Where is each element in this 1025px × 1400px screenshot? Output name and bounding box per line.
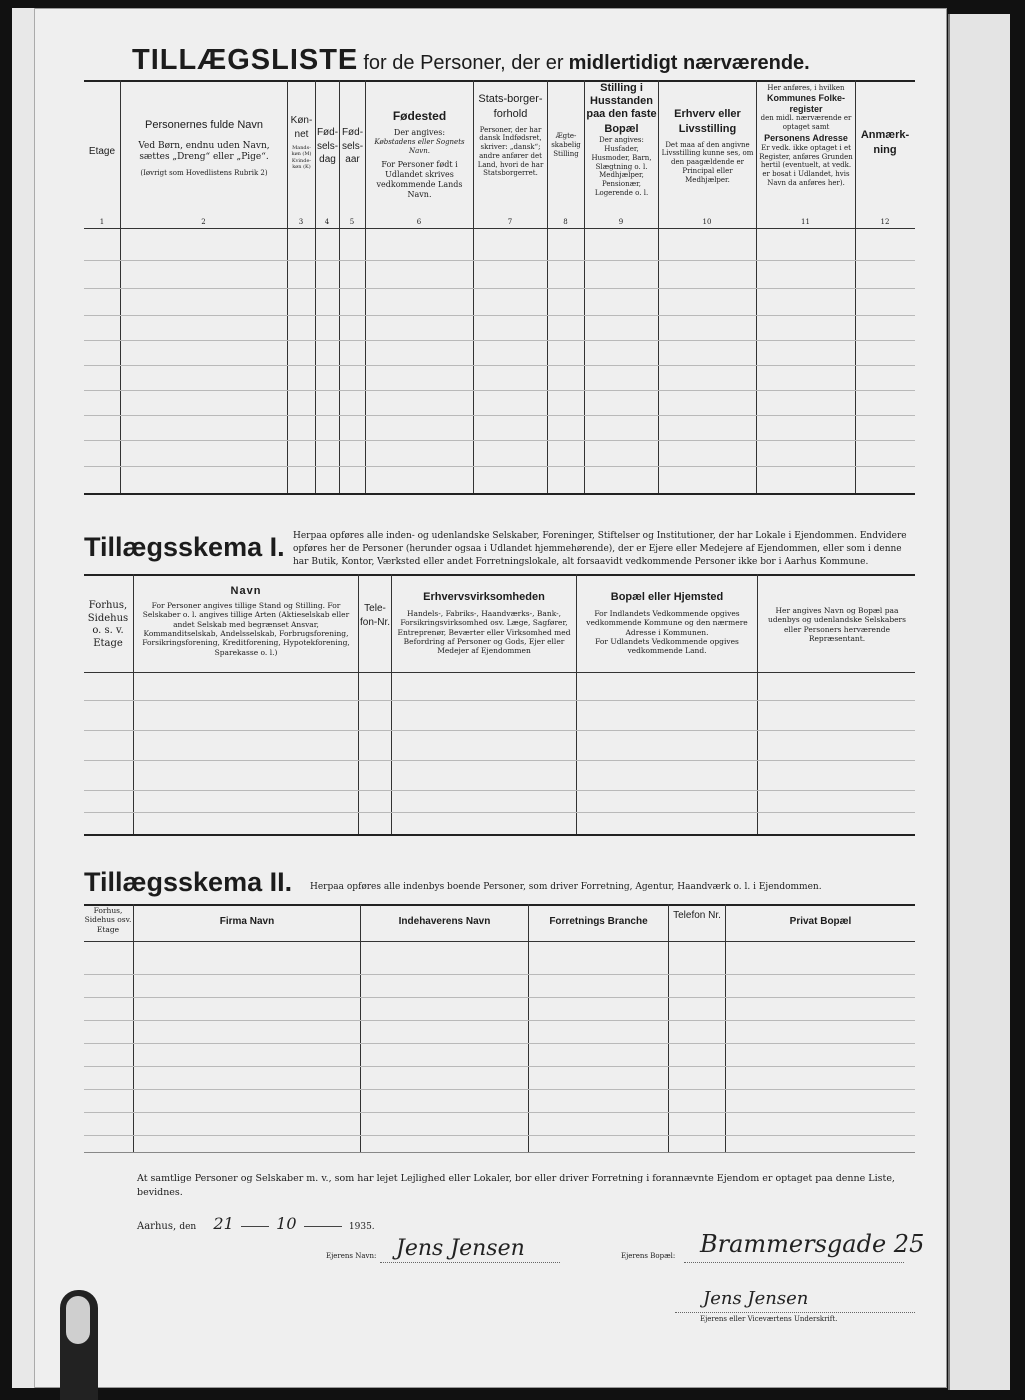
t1-colnum: 7 xyxy=(507,218,513,226)
s1-col-phone: Tele-fon-Nr. xyxy=(359,603,390,628)
t1-colnum: 6 xyxy=(416,218,422,226)
date-line xyxy=(137,1214,375,1233)
skema2-description: Herpaa opføres alle indenbys boende Personer, som driver Forretning, Agentur, Haandværk o. l. i Ejendommen. xyxy=(310,882,822,892)
binder-tab-highlight xyxy=(66,1296,90,1344)
date-den: den xyxy=(179,1222,197,1232)
date-year: 1935. xyxy=(348,1222,375,1232)
t1-col-occupation: Erhverv eller Livsstilling Det maa af den angivne Livsstilling kunne ses, om den paagældende er Principal eller Medhjælper. xyxy=(661,108,754,184)
s2-col-address: Privat Bopæl xyxy=(789,916,852,927)
title-bold: midlertidigt nærværende. xyxy=(568,52,810,74)
owner-address-handwritten: Brammersgade 25 xyxy=(700,1230,925,1258)
t1-col-marital: Ægte-skabelig Stilling xyxy=(551,132,581,158)
t1-colnum: 2 xyxy=(201,218,206,226)
skema1-title: Tillægsskema I. xyxy=(84,532,285,562)
page-title xyxy=(132,44,810,77)
t1-colnum: 12 xyxy=(880,218,890,226)
skema2-title: Tillægsskema II. xyxy=(84,867,293,897)
date-day: 21 xyxy=(213,1214,234,1233)
s2-col-phone: Telefon Nr. xyxy=(673,910,721,921)
t1-colnum: 10 xyxy=(702,218,712,226)
title-main: TILLÆGSLISTE xyxy=(132,44,359,76)
t1-colnum: 4 xyxy=(324,218,330,226)
s1-col-residence: Bopæl eller Hjemsted For Indlandets Vedkommende opgives vedkommende Kommune og den nærmere Adresse i Kommunen. For Udlandets Vedkommende opgives vedkommende Land. xyxy=(586,591,748,656)
owner-address-label: Ejerens Bopæl: xyxy=(621,1252,676,1260)
t1-colnum: 9 xyxy=(618,218,624,226)
skema1-description: Herpaa opføres alle inden- og udenlandske Selskaber, Foreninger, Stiftelser og Institutioner, der har Lokale i Ejendommen. Endvidere opføres her de Personer (herunder ogsaa i Udlandet hjemmehørende), der er Ejere eller Medejere af Ejendommen, eller som i denne har Butik, Kontor, Værksted eller andet Forretningslokale, alt forsaavidt vedkommende Personer ikke bor i Aarhus Kommune. xyxy=(293,531,907,568)
t1-colnum: 8 xyxy=(563,218,568,226)
s2-col-etage: Forhus, Sidehus osv. Etage xyxy=(84,906,132,934)
title-rest: for de Personer, der er xyxy=(363,52,564,74)
t1-col-birthyear: Fød-sels-aar xyxy=(341,127,364,165)
signature-handwritten: Jens Jensen xyxy=(703,1288,809,1309)
t1-colnum: 11 xyxy=(801,218,810,226)
date-city: Aarhus, xyxy=(137,1221,177,1232)
t1-col-citizenship: Stats-borger-forhold Personer, der har dansk Indfødsret, skriver: „dansk“; andre anfører det Land, hvori de har Statsborgerret. xyxy=(477,93,544,178)
t1-colnum: 3 xyxy=(298,218,304,226)
owner-name-label: Ejerens Navn: xyxy=(326,1252,377,1260)
page-stack-edge xyxy=(12,8,35,1388)
footer-statement: At samtlige Personer og Selskaber m. v., som har lejet Lejlighed eller Lokaler, bor eller driver Forretning i forannævnte Ejendom er optaget paa denne Liste, bevidnes. xyxy=(137,1173,895,1198)
next-page-edge xyxy=(948,14,1010,1390)
s1-col-representative: Her angives Navn og Bopæl paa udenbys og udenlandske Selskabers eller Personers herværende Repræsentant. xyxy=(767,606,906,644)
s1-col-etage: Forhus, Sidehus o. s. v. Etage xyxy=(87,600,129,649)
t1-col-household: Stilling i Husstanden paa den faste Bopæl Der angives: Husfader, Husmoder, Barn, Slægtning o. l. Medhjælper, Pensionær, Logerende o. l. xyxy=(586,82,657,197)
t1-col-remarks: Anmærk-ning xyxy=(860,129,910,156)
t1-col-gender: Køn-net Mands-køn (M) Kvinde-køn (K) xyxy=(290,115,313,170)
t1-col-birthplace: Fødested Der angives: Købstadens eller Sognets Navn. For Personer født i Udlandet skrives vedkommende Lands Navn. xyxy=(374,109,465,199)
t1-col-name: Personernes fulde Navn Ved Børn, endnu uden Navn, sættes „Dreng“ eller „Pige“. (Iøvrigt som Hovedlistens Rubrik 2) xyxy=(138,119,270,178)
t1-colnum: 1 xyxy=(99,218,105,226)
date-month: 10 xyxy=(276,1214,297,1233)
signature-label: Ejerens eller Viceværtens Underskrift. xyxy=(700,1315,838,1323)
s2-col-firm: Firma Navn xyxy=(219,916,275,927)
t1-colnum: 5 xyxy=(349,218,355,226)
s2-col-branch: Forretnings Branche xyxy=(549,916,648,927)
s1-col-name: Navn For Personer angives tillige Stand og Stilling. For Selskaber o. l. angives tillige Arten (Aktieselskab eller andet Selskab med begrænset Ansvar, Kommanditselskab, Andelsselskab, Forbrugsforening, Forsikringsforening, Kreditforening, Hypotekforening, Sparekasse o. l.) xyxy=(142,585,350,657)
owner-name-handwritten: Jens Jensen xyxy=(396,1236,525,1261)
s1-col-business: Erhvervsvirksomheden Handels-, Fabriks-, Haandværks-, Bank-, Forsikringsvirksomhed osv. Læge, Sagfører, Entreprenør, Beværter eller Virksomhed med Befordring af Personer og Gods, Ejer eller Medejer af Ejendommen xyxy=(397,591,571,656)
t1-col-register: Her anføres, i hvilken Kommunes Folke-register den midl. nærværende er optaget samt Personens Adresse Er vedk. ikke optaget i et Register, anføres Grunden hertil (eventuelt, at vedk. er bosat i Udlandet, hvis Navn da anføres her). xyxy=(759,84,853,187)
s2-col-owner: Indehaverens Navn xyxy=(398,916,491,927)
t1-col-etage: Etage xyxy=(88,146,116,157)
t1-col-birthday: Fød-sels-dag xyxy=(316,127,339,165)
